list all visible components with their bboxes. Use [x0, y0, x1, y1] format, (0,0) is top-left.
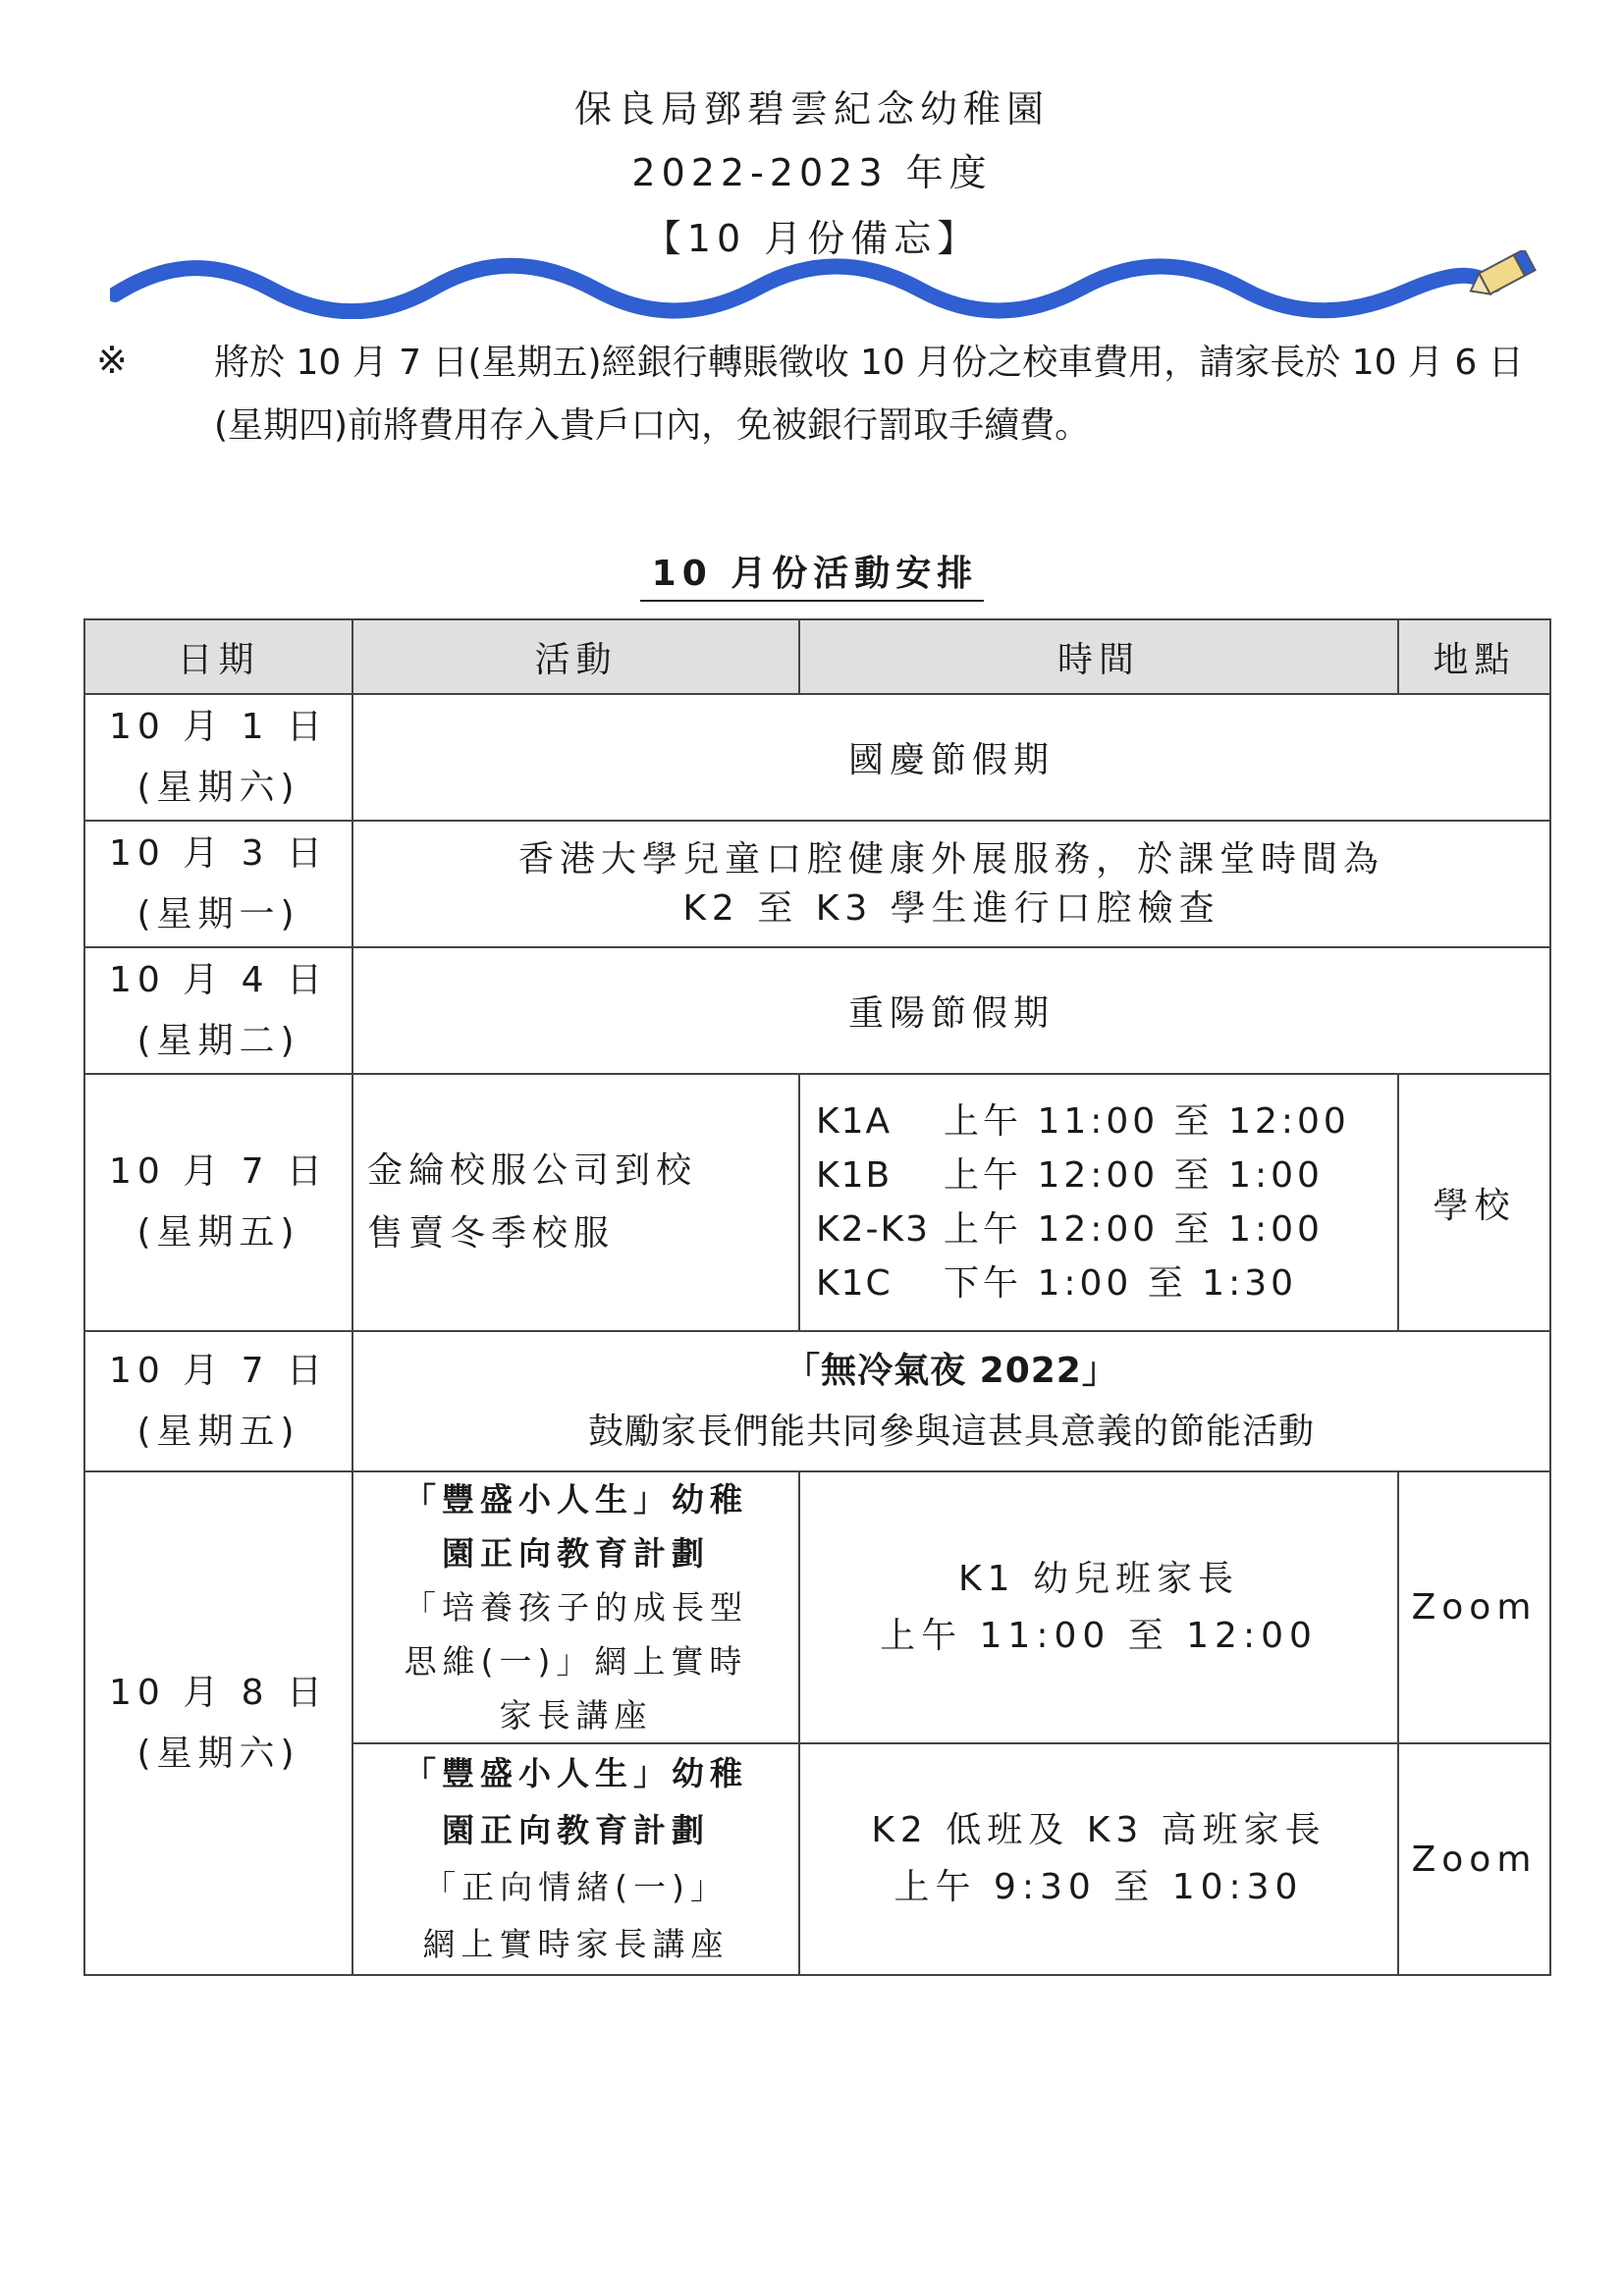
- weekday-text: (星期一): [136, 893, 300, 934]
- activity-line: 「無冷氣夜 2022」: [785, 1350, 1118, 1391]
- activity-line: 金綸校服公司到校: [367, 1150, 698, 1191]
- date-cell: [84, 1074, 352, 1331]
- class-label: K2-K3: [816, 1209, 931, 1250]
- date-cell: [84, 821, 352, 947]
- school-name: 保良局鄧碧雲紀念幼稚園: [573, 87, 1050, 131]
- date-text: 10 月 7 日: [108, 1350, 329, 1391]
- date-cell: [84, 694, 352, 821]
- header-date: 日期: [84, 619, 352, 694]
- activity-line: 售賣冬季校服: [367, 1213, 616, 1254]
- weekday-text: (星期二): [136, 1020, 300, 1061]
- table-row: [84, 947, 1550, 1074]
- activity-table: [83, 618, 1551, 1976]
- activity-line: 香港大學兒童口腔健康外展服務，於課堂時間為: [517, 838, 1384, 880]
- time-range: 上午 11:00 至 12:00: [944, 1101, 1350, 1142]
- date-cell: [84, 1471, 352, 1975]
- time-range: 上午 12:00 至 1:00: [944, 1209, 1324, 1250]
- time-entry: [816, 1256, 1397, 1310]
- activity-line: 「培養孩子的成長型: [404, 1588, 748, 1627]
- table-row: [84, 694, 1550, 821]
- activity-line: 家長講座: [499, 1696, 653, 1735]
- activity-line: 鼓勵家長們能共同參與這甚具意義的節能活動: [587, 1411, 1315, 1452]
- date-text: 10 月 3 日: [108, 832, 329, 874]
- time-entry: [816, 1202, 1397, 1256]
- time-cell: [799, 1471, 1398, 1743]
- table-row: [84, 1331, 1550, 1471]
- activity-line: 思維(一)」網上實時: [404, 1642, 748, 1681]
- activity-cell: [352, 1471, 799, 1743]
- activity-line: 「豐盛小人生」幼稚: [404, 1754, 748, 1792]
- section-title: 10 月份活動安排: [0, 546, 1624, 596]
- date-text: 10 月 1 日: [108, 706, 329, 747]
- notice-mark: ※: [96, 339, 128, 382]
- weekday-text: (星期五): [136, 1411, 300, 1452]
- time-range: 上午 9:30 至 10:30: [893, 1867, 1304, 1907]
- activity-line: 園正向教育計劃: [442, 1811, 710, 1849]
- memo-title: 【10 月份備忘】: [643, 217, 981, 260]
- pencil-wave-decoration: [110, 250, 1543, 319]
- location-cell: 學校: [1398, 1074, 1550, 1331]
- class-label: K1B: [816, 1155, 893, 1196]
- class-label: K1A: [816, 1101, 893, 1142]
- activity-line: 「豐盛小人生」幼稚: [404, 1480, 748, 1519]
- weekday-text: (星期六): [136, 767, 300, 808]
- date-text: 10 月 4 日: [108, 959, 329, 1000]
- location-cell: Zoom: [1398, 1743, 1550, 1975]
- activity-cell: [352, 1743, 799, 1975]
- school-year: 2022-2023 年度: [631, 151, 993, 194]
- date-text: 10 月 8 日: [108, 1672, 329, 1713]
- time-range: 下午 1:00 至 1:30: [944, 1263, 1298, 1304]
- notice-text: 將於 10 月 7 日(星期五)經銀行轉賬徵收 10 月份之校車費用，請家長於 10 月 6 日(星期四)前將費用存入貴戶口內，免被銀行罰取手續費。: [214, 343, 1524, 446]
- header-time: 時間: [799, 619, 1398, 694]
- activity-cell: [352, 1074, 799, 1331]
- activity-cell: 重陽節假期: [352, 947, 1550, 1074]
- date-cell: [84, 947, 352, 1074]
- table-row: [84, 1471, 1550, 1743]
- weekday-text: (星期六): [136, 1733, 300, 1774]
- audience-text: K2 低班及 K3 高班家長: [871, 1810, 1326, 1850]
- activity-cell: 國慶節假期: [352, 694, 1550, 821]
- header-location: 地點: [1398, 619, 1550, 694]
- date-text: 10 月 7 日: [108, 1151, 329, 1192]
- time-entry: [816, 1148, 1397, 1202]
- time-cell: [799, 1074, 1398, 1331]
- table-row: [84, 1074, 1550, 1331]
- weekday-text: (星期五): [136, 1212, 300, 1253]
- header-activity: 活動: [352, 619, 799, 694]
- date-cell: [84, 1331, 352, 1471]
- location-cell: Zoom: [1398, 1471, 1550, 1743]
- time-range: 上午 12:00 至 1:00: [944, 1155, 1324, 1196]
- activity-cell: [352, 1331, 1550, 1471]
- class-label: K1C: [816, 1263, 893, 1304]
- time-cell: [799, 1743, 1398, 1975]
- activity-line: 「正向情緒(一)」: [423, 1868, 729, 1906]
- time-entry: [816, 1095, 1397, 1148]
- activity-line: 園正向教育計劃: [442, 1534, 710, 1573]
- audience-text: K1 幼兒班家長: [958, 1558, 1239, 1599]
- table-header-row: [84, 619, 1550, 694]
- activity-line: K2 至 K3 學生進行口腔檢查: [682, 887, 1220, 929]
- activity-line: 網上實時家長講座: [422, 1925, 730, 1963]
- wave-line: [115, 266, 1494, 312]
- table-row: [84, 821, 1550, 947]
- time-range: 上午 11:00 至 12:00: [880, 1615, 1318, 1656]
- activity-cell: [352, 821, 1550, 947]
